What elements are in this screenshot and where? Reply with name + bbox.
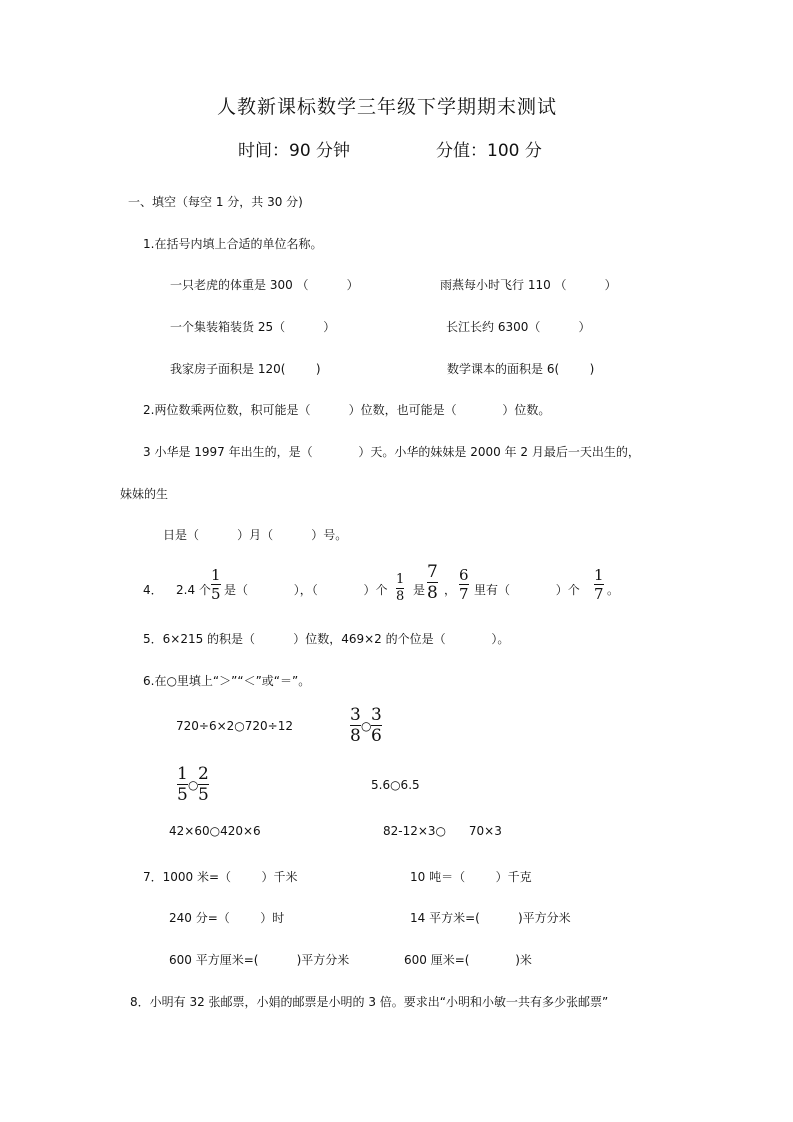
fraction-7-8 [427,563,438,602]
fraction-1-8 [396,573,404,604]
fraction-denominator: 8 [396,589,405,604]
question-1-item: 长江长约 6300（ ） [446,320,591,334]
fraction-denominator: 7 [594,585,604,603]
question-4-text: 里有（ ）个 [474,583,580,597]
question-1-item: 雨燕每小时飞行 110 （ ） [440,278,617,292]
question-7-item: 7．1000 米=（ ）千米 [143,870,298,884]
question-1-item: 一只老虎的体重是 300 （ ） [170,278,359,292]
question-4-label: 4． [143,583,163,597]
fraction-denominator: 8 [427,583,438,603]
comparison-expression: 42×60○420×6 [169,824,261,838]
fraction-1-7 [594,567,604,602]
fraction-numerator: 2 [198,764,209,784]
question-4-text: ， [444,583,457,597]
exam-time: 时间：90 分钟 [238,141,351,161]
fraction-numerator: 3 [371,705,382,725]
question-7-item: 600 平方厘米=( )平方分米 [169,953,350,967]
fraction-denominator: 5 [211,585,221,603]
question-4-text: 是（ ），（ ）个 [224,583,388,597]
fraction-denominator: 7 [459,585,469,603]
question-1-prompt: 1.在括号内填上合适的单位名称。 [143,237,323,251]
question-8: 8．小明有 32 张邮票，小娟的邮票是小明的 3 倍。要求出“小明和小敏一共有多少张邮票” [130,995,609,1009]
question-4-text: 2.4 个 [176,583,211,597]
question-7-item: 10 吨＝（ ）千克 [410,870,532,884]
question-3-line1: 3 小华是 1997 年出生的，是（ ）天。小华的妹妹是 2000 年 2 月最后一天出生的， [143,445,640,459]
page-title: 人教新课标数学三年级下学期期末测试 [217,96,558,118]
fraction-3-6 [371,706,382,745]
question-4-text: 。 [607,583,620,597]
fraction-2-5 [198,765,209,804]
question-7-item: 240 分=（ ）时 [169,911,285,925]
fraction-denominator: 5 [198,785,209,805]
fraction-6-7 [459,567,469,602]
fraction-denominator: 8 [350,726,361,746]
fraction-numerator: 3 [350,705,361,725]
question-4-text: 是 [413,583,426,597]
fraction-numerator: 1 [594,566,604,584]
question-3-line2: 妹妹的生 [120,487,169,501]
fraction-denominator: 6 [371,726,382,746]
question-7-item: 600 厘米=( )米 [404,953,532,967]
fraction-numerator: 1 [177,764,188,784]
exam-score: 分值：100 分 [436,141,542,161]
fraction-numerator: 6 [459,566,469,584]
question-5: 5．6×215 的积是（ ）位数，469×2 的个位是（ ）。 [143,632,510,646]
fraction-1-5 [177,765,188,804]
question-3-line3: 日是（ ）月（ ）号。 [163,528,348,542]
fraction-3-8 [350,706,361,745]
question-1-item: 一个集装箱装货 25（ ） [170,320,336,334]
fraction-numerator: 1 [396,572,405,587]
comparison-expression: 82-12×3○ 70×3 [383,824,502,838]
comparison-circle: ○ [188,778,199,792]
section-heading: 一、填空（每空 1 分，共 30 分) [128,195,303,209]
question-1-item: 我家房子面积是 120( ) [170,362,321,376]
fraction-denominator: 5 [177,785,188,805]
comparison-circle: ○ [361,719,372,733]
fraction-numerator: 1 [211,566,221,584]
fraction-numerator: 7 [427,562,438,582]
question-6-prompt: 6.在○里填上“＞”“＜”或“＝”。 [143,674,311,688]
question-1-item: 数学课本的面积是 6( ) [447,362,595,376]
comparison-expression: 720÷6×2○720÷12 [176,719,293,733]
fraction-1-5 [211,567,221,602]
question-2: 2.两位数乘两位数，积可能是（ ）位数，也可能是（ ）位数。 [143,403,551,417]
question-7-item: 14 平方米=( )平方分米 [410,911,571,925]
comparison-expression: 5.6○6.5 [371,778,420,792]
